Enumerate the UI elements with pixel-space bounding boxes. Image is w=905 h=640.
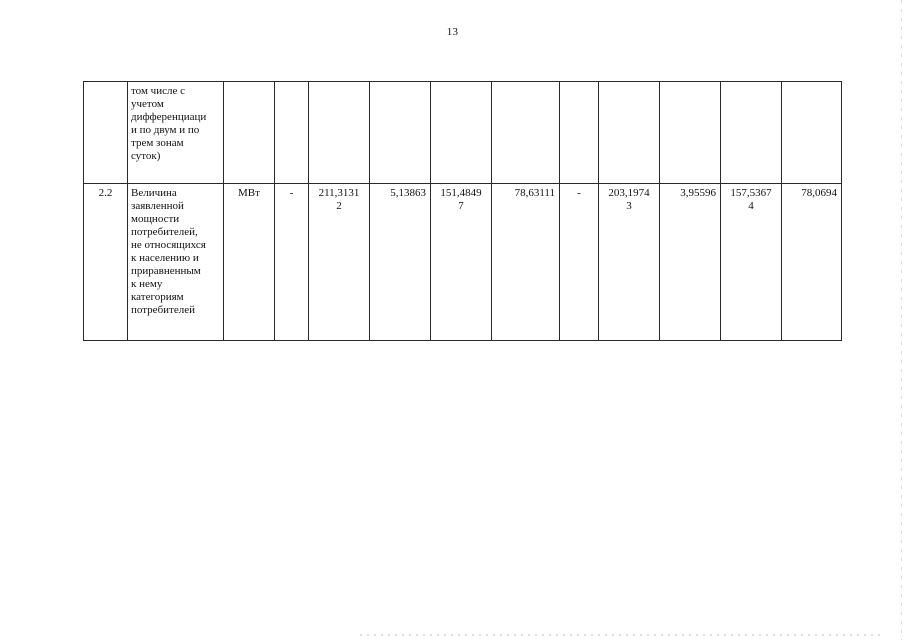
value-cell [370,82,431,184]
data-table [83,81,842,341]
row-name-cell: Величина заявленной мощности потребителей, не относящихся к населению и приравненным к нему категориям потребителей [128,184,224,341]
scan-edge-artifact [901,0,902,640]
value-cell [721,82,782,184]
value-cell: 78,0694 [782,184,842,341]
value-cell [782,82,842,184]
value-cell [309,82,370,184]
row-name-cell: том числе с учетом дифференциаци и по двум и по трем зонам суток) [128,82,224,184]
value-cell [660,82,721,184]
value-cell: - [275,184,309,341]
value-cell: 157,5367 4 [721,184,782,341]
value-cell [275,82,309,184]
table-row [84,82,842,184]
value-cell: 203,1974 3 [599,184,660,341]
scan-edge-artifact [360,634,880,636]
value-cell: 3,95596 [660,184,721,341]
row-number-cell: 2.2 [84,184,128,341]
value-cell: 151,4849 7 [431,184,492,341]
page-number: 13 [446,26,459,38]
value-cell [431,82,492,184]
value-cell: - [560,184,599,341]
unit-cell: МВт [224,184,275,341]
value-cell: 211,3131 2 [309,184,370,341]
value-cell [560,82,599,184]
value-cell: 5,13863 [370,184,431,341]
row-number-cell [84,82,128,184]
unit-cell [224,82,275,184]
table-row [84,184,842,341]
value-cell [492,82,560,184]
value-cell [599,82,660,184]
value-cell: 78,63111 [492,184,560,341]
